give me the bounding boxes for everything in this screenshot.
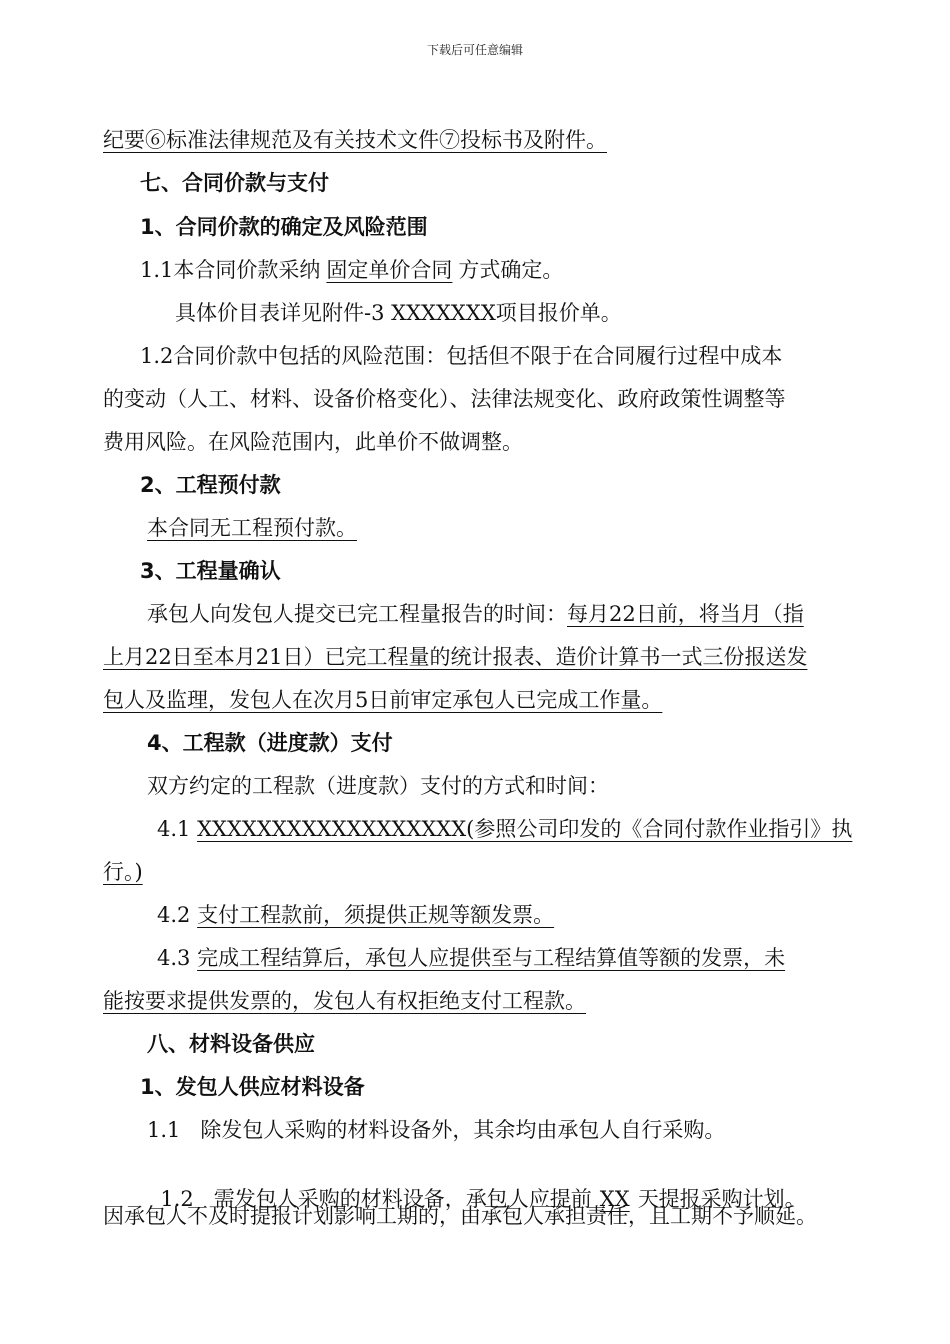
subsection-heading: 4、工程款（进度款）支付 [147,731,393,755]
fill-in-value: 本合同无工程预付款。 [147,516,357,540]
fill-in-value: 能按要求提供发票的，发包人有权拒绝支付工程款。 [103,989,586,1013]
fill-in-value: 每月22日前，将当月（指 [567,602,804,626]
clause-label: 1.1本合同价款采纳 [140,258,321,282]
fill-in-value: 完成工程结算后，承包人应提供至与工程结算值等额的发票，未 [197,946,786,970]
clause-text-line: 纪要⑥标准法律规范及有关技术文件⑦投标书及附件。 [103,128,607,152]
clause-text-line: 因承包人不及时提报计划影响工期的，由承包人承担责任，且工期不予顺延。 [103,1204,817,1228]
fill-in-value: XXXXXXXXXXXXXXXXXX(参照公司印发的《合同付款作业指引》执 [197,817,853,841]
section-heading: 八、材料设备供应 [147,1032,315,1056]
clause-text-line [157,902,554,928]
clause-label: 4.2 [157,903,198,927]
clause-text: 1.2 需发包人采购的材料设备，承包人应提前 [160,1187,592,1211]
clause-label: 4.3 [157,946,198,970]
clause-text-line [140,257,563,283]
clause-text-line: 1.1 除发包人采购的材料设备外，其余均由承包人自行采购。 [147,1118,726,1142]
clause-text-line: 具体价目表详见附件-3 XXXXXXX项目报价单。 [175,301,622,325]
subsection-heading: 3、工程量确认 [140,559,281,583]
subsection-heading: 1、合同价款的确定及风险范围 [140,215,428,239]
clause-label: 4.1 [157,817,198,841]
subsection-heading: 2、工程预付款 [140,473,281,497]
fill-in-value: XX [599,1187,630,1211]
fill-in-value: 包人及监理，发包人在次月5日前审定承包人已完成工作量。 [103,688,663,712]
clause-text-line [157,945,785,971]
section-heading: 七、合同价款与支付 [140,171,329,195]
clause-text-line: 费用风险。在风险范围内，此单价不做调整。 [103,430,523,454]
fill-in-value: 支付工程款前，须提供正规等额发票。 [197,903,555,927]
clause-text-line: 1.2合同价款中包括的风险范围：包括但不限于在合同履行过程中成本 [140,344,783,368]
fill-in-value: 上月22日至本月21日）已完工程量的统计报表、造价计算书一式三份报送发 [103,645,808,669]
clause-text: 方式确定。 [458,258,564,282]
clause-text-line: 双方约定的工程款（进度款）支付的方式和时间： [147,774,609,798]
clause-text-line [157,816,852,842]
page-header: 下载后可任意编辑 [426,43,523,57]
clause-text-line: 的变动（人工、材料、设备价格变化）、法律法规变化、政府政策性调整等 [103,387,786,411]
clause-text: 天提报采购计划。 [637,1187,806,1211]
fill-in-value: 固定单价合同 [326,258,453,282]
subsection-heading: 1、发包人供应材料设备 [140,1075,365,1099]
fill-in-value: 行。) [103,860,143,884]
clause-text-line [147,601,804,627]
clause-text: 承包人向发包人提交已完工程量报告的时间： [147,602,567,626]
